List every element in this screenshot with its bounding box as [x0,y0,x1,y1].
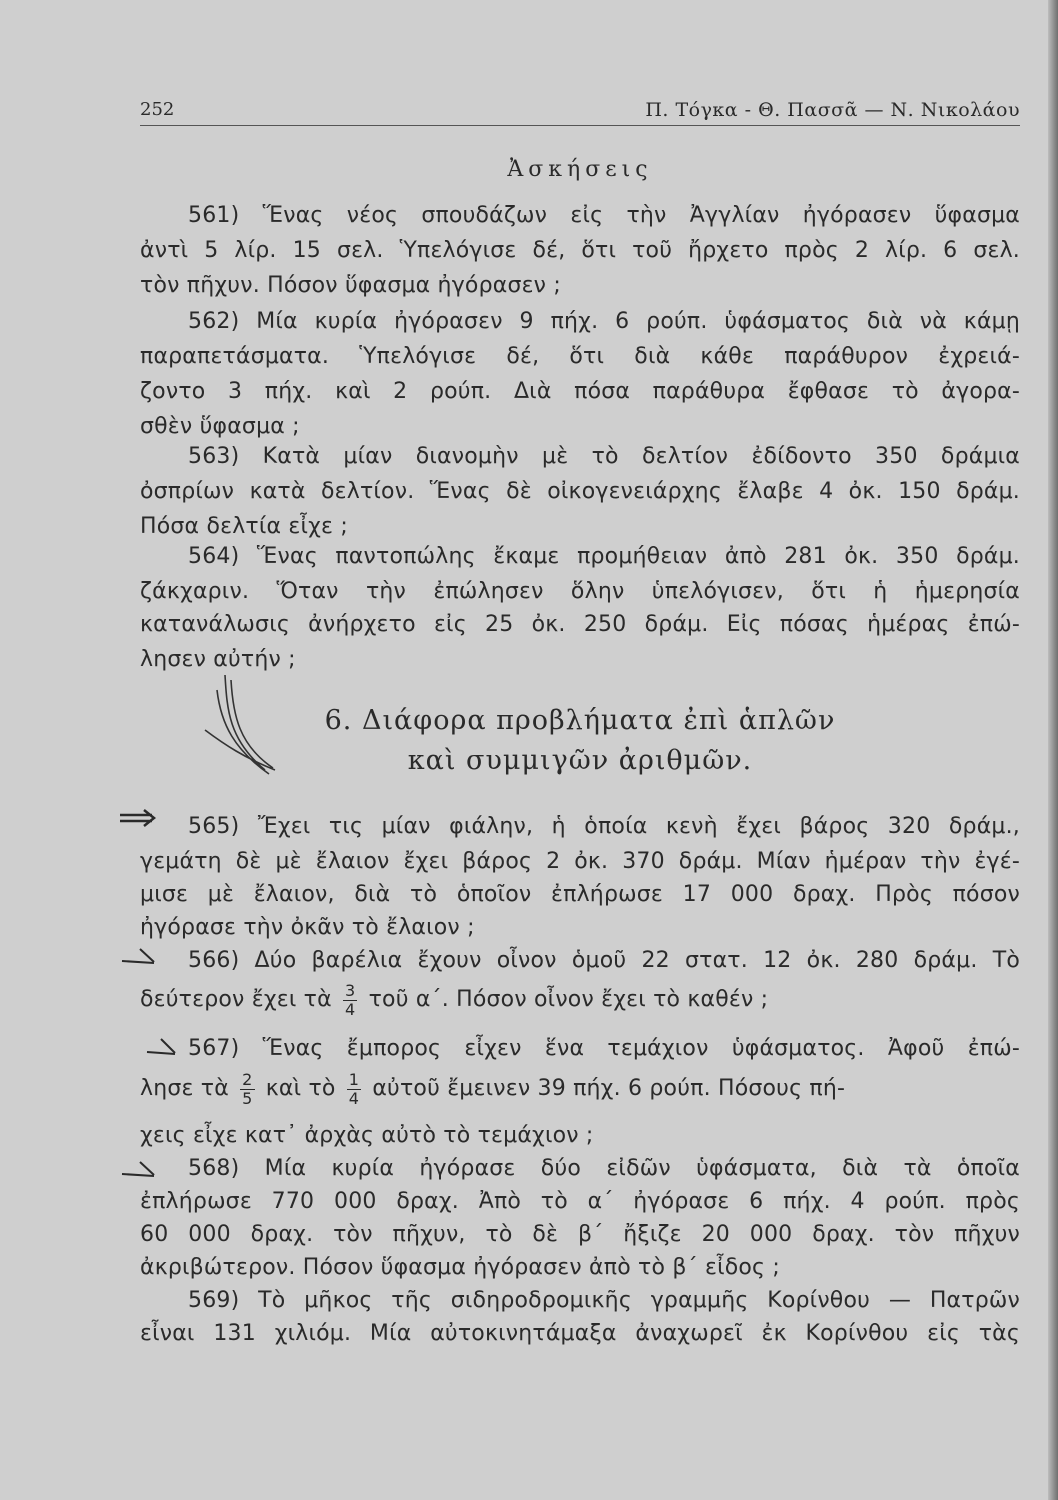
fraction-numerator: 3 [345,980,356,1000]
exercise-568-line: 60 000 δραχ. τὸν πῆχυν, τὸ δὲ β΄ ἤξιζε 20 000 δραχ. τὸν πῆχυν [140,1222,1020,1247]
check-mark-icon [145,1035,179,1057]
running-title: Π. Τόγκα - Θ. Πασσᾶ — Ν. Νικολάου [645,99,1020,121]
fraction-denominator: 4 [348,1088,360,1108]
exercise-564-line: κατανάλωσις ἀνήρχετο εἰς 25 ὀκ. 250 δράμ. Εἰς πόσας ἡμέρας ἐπώ- [140,612,1020,637]
exercise-562-line: παραπετάσματα. Ὑπελόγισε δέ, ὅτι διὰ κάθε παράθυρον ἐχρειά- [140,344,1020,369]
exercise-565-line: ἠγόρασε τὴν ὀκᾶν τὸ ἔλαιον ; [140,915,475,940]
exercise-561-line: ἀντὶ 5 λίρ. 15 σελ. Ὑπελόγισε δέ, ὅτι τοῦ ἤρχετο πρὸς 2 λίρ. 6 σελ. [140,238,1020,263]
exercise-568-line: ἐπλήρωσε 770 000 δραχ. Ἀπὸ τὸ α΄ ἠγόρασε 6 πήχ. 4 ρούπ. πρὸς [140,1189,1020,1214]
exercise-567-line [140,1069,1020,1109]
exercise-567-line: 567) Ἕνας ἔμπορος εἶχεν ἕνα τεμάχιον ὑφάσματος. Ἀφοῦ ἐπώ- [188,1036,1020,1061]
exercise-565-line: μισε μὲ ἔλαιον, διὰ τὸ ὁποῖον ἐπλήρωσε 17 000 δραχ. Πρὸς πόσον [140,882,1020,907]
check-mark-icon [120,1157,158,1179]
exercise-563-line: ὀσπρίων κατὰ δελτίον. Ἕνας δὲ οἰκογενειάρχης ἔλαβε 4 ὀκ. 150 δράμ. [140,479,1020,504]
exercise-566-line [140,980,1020,1020]
chapter-heading-line2: καὶ συμμιγῶν ἀριθμῶν. [407,745,753,776]
exercise-566-line: 566) Δύο βαρέλια ἔχουν οἶνον ὁμοῦ 22 στατ. 12 ὀκ. 280 δράμ. Τὸ [188,948,1020,973]
book-page [140,95,1020,1485]
exercise-562-line: ζοντο 3 πήχ. καὶ 2 ρούπ. Διὰ πόσα παράθυρα ἔφθασε τὸ ἀγορα- [140,379,1020,404]
exercise-563-line: Πόσα δελτία εἶχε ; [140,514,348,539]
exercise-567-text: λησε τὰ [140,1076,229,1101]
exercise-566-text: δεύτερον ἔχει τὰ [140,987,332,1012]
exercise-565-line: γεμάτη δὲ μὲ ἔλαιον ἔχει βάρος 2 ὀκ. 370 δράμ. Μίαν ἡμέραν τὴν ἐγέ- [140,849,1020,874]
fraction-denominator: 4 [345,999,356,1019]
exercise-566-text: τοῦ α΄. Πόσον οἶνον ἔχει τὸ καθέν ; [368,987,769,1012]
exercise-562-line: 562) Μία κυρία ἠγόρασεν 9 πήχ. 6 ρούπ. ὑφάσματος διὰ νὰ κάμῃ [188,309,1020,334]
fraction-numerator: 1 [348,1069,360,1089]
exercise-561-line: 561) Ἕνας νέος σπουδάζων εἰς τὴν Ἀγγλίαν ἠγόρασεν ὕφασμα [188,203,1020,228]
exercise-569-line: εἶναι 131 χιλιόμ. Μία αὐτοκινητάμαξα ἀναχωρεῖ ἐκ Κορίνθου εἰς τὰς [140,1321,1020,1346]
exercise-567-text: καὶ τὸ [265,1076,336,1101]
fraction [240,1071,254,1108]
page-number: 252 [140,99,175,120]
arrow-mark-icon [118,807,158,829]
exercise-564-line: λησεν αὐτήν ; [140,647,296,672]
exercise-567-line: χεις εἶχε κατ᾽ ἀρχὰς αὐτὸ τὸ τεμάχιον ; [140,1123,594,1148]
fraction [347,1071,361,1108]
fraction [343,982,357,1019]
exercise-568-line: 568) Μία κυρία ἠγόρασε δύο εἰδῶν ὑφάσματα, διὰ τὰ ὁποῖα [188,1156,1020,1181]
page-edge-shadow [1048,0,1058,1500]
exercise-567-text: αὐτοῦ ἔμεινεν 39 πήχ. 6 ρούπ. Πόσους πή- [372,1076,846,1101]
fraction-numerator: 2 [242,1069,253,1089]
exercise-568-line: ἀκριβώτερον. Πόσον ὕφασμα ἠγόρασεν ἀπὸ τὸ β΄ εἶδος ; [140,1255,780,1280]
exercise-561-line: τὸν πῆχυν. Πόσον ὕφασμα ἠγόρασεν ; [140,273,561,298]
exercise-562-line: σθὲν ὕφασμα ; [140,414,300,439]
fraction-denominator: 5 [242,1088,253,1108]
page-header [140,95,1020,126]
exercise-565-line: 565) Ἔχει τις μίαν φιάλην, ἡ ὁποία κενὴ ἔχει βάρος 320 δράμ., [188,814,1020,839]
exercise-564-line: 564) Ἕνας παντοπώλης ἔκαμε προμήθειαν ἀπὸ 281 ὀκ. 350 δράμ. [188,544,1020,569]
check-mark-icon [120,945,158,967]
exercise-569-line: 569) Τὸ μῆκος τῆς σιδηροδρομικῆς γραμμῆς Κορίνθου — Πατρῶν [188,1288,1020,1313]
exercise-564-line: ζάκχαριν. Ὅταν τὴν ἐπώλησεν ὅλην ὑπελόγισεν, ὅτι ἡ ἡμερησία [140,579,1020,604]
chapter-heading: 6. Διάφορα προβλήματα ἐπὶ ἁπλῶν [324,705,836,736]
exercise-563-line: 563) Κατὰ μίαν διανομὴν μὲ τὸ δελτίον ἐδίδοντο 350 δράμια [188,444,1020,469]
section-title: Ἀσκήσεις [507,157,653,182]
